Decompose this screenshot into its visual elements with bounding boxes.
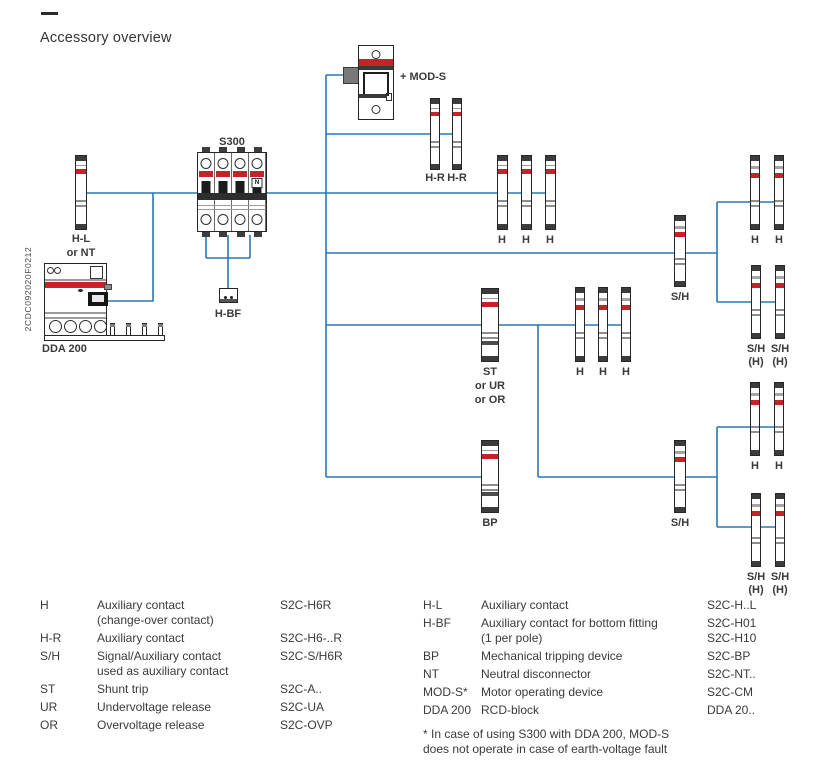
dda-prong (142, 323, 147, 336)
module-h (750, 382, 760, 456)
label-h: H (522, 234, 530, 246)
label-h: H (775, 460, 783, 472)
legend-row: NT Neutral disconnector S2C-NT.. (423, 667, 756, 681)
label-hl: H-L (71, 233, 91, 245)
module-hl (75, 155, 87, 230)
s300-terminal (254, 232, 262, 237)
label-h: H (599, 366, 607, 378)
s300-breaker (197, 152, 267, 232)
document-code-vertical: 2CDC092020F0212 (23, 246, 33, 332)
label-st-ur: or UR (475, 380, 505, 392)
footnote: * In case of using S300 with DDA 200, MOD-S does not operate in case of earth-voltage fault (423, 727, 670, 756)
module-mods (358, 45, 394, 120)
label-st-or: or OR (474, 394, 506, 406)
module-hr (430, 98, 440, 170)
module-h (621, 287, 631, 362)
module-sh (674, 440, 686, 513)
module-h (774, 155, 784, 230)
module-shh (775, 265, 785, 339)
label-hbf: H-BF (214, 308, 242, 320)
module-shh (751, 265, 761, 339)
label-sh: S/H (670, 517, 690, 529)
legend-row: DDA 200 RCD-block DDA 20.. (423, 703, 756, 717)
dda-prong (158, 323, 163, 336)
label-sh: S/H (770, 343, 790, 355)
legend-row: H-R Auxiliary contact S2C-H6-..R (40, 631, 343, 645)
label-shh: (H) (772, 356, 788, 368)
module-h (497, 155, 508, 230)
module-h (521, 155, 532, 230)
label-hr: H-R (447, 172, 467, 184)
module-h (545, 155, 556, 230)
s300-terminal (219, 232, 227, 237)
s300-terminal (237, 232, 245, 237)
page-title: Accessory overview (40, 30, 172, 46)
label-sh: S/H (746, 571, 766, 583)
label-mods: + MOD-S (400, 71, 447, 83)
label-h: H (622, 366, 630, 378)
module-bp (481, 440, 499, 513)
label-sh: S/H (770, 571, 790, 583)
legend-left (40, 598, 385, 736)
module-hbf (219, 288, 238, 303)
label-h: H (751, 460, 759, 472)
s300-terminal (202, 232, 210, 237)
legend-row: UR Undervoltage release S2C-UA (40, 700, 325, 714)
module-shh (775, 493, 785, 567)
label-h: H (498, 234, 506, 246)
label-shh: (H) (748, 584, 764, 596)
module-hr (452, 98, 462, 170)
label-h: H (775, 234, 783, 246)
dda-prong (110, 323, 115, 336)
legend-row: OR Overvoltage release S2C-OVP (40, 718, 333, 732)
legend-right (423, 598, 811, 757)
legend-row: H Auxiliary contact (change-over contact) S2C-H6R (40, 598, 332, 627)
module-dda200 (44, 263, 107, 338)
legend-row: ST Shunt trip S2C-A.. (40, 682, 323, 696)
wire-to-hbf (206, 235, 250, 288)
legend-row: BP Mechanical tripping device S2C-BP (423, 649, 751, 663)
label-dda200: DDA 200 (42, 343, 87, 355)
module-st (481, 288, 499, 362)
wire-to-dda (105, 193, 153, 301)
module-h (575, 287, 585, 362)
legend-row: S/H Signal/Auxiliary contact used as auxiliary contact S2C-S/H6R (40, 649, 343, 678)
label-h: H (576, 366, 584, 378)
dda-prong (126, 323, 131, 336)
s300-pole-n (249, 153, 266, 231)
label-bp: BP (482, 517, 498, 529)
module-h (750, 155, 760, 230)
label-h: H (546, 234, 554, 246)
legend-row: MOD-S* Motor operating device S2C-CM (423, 685, 754, 699)
neutral-pole-marker: N (252, 178, 263, 188)
s300-pole-3 (232, 153, 249, 231)
label-s300: S300 (219, 136, 245, 148)
label-sh: S/H (746, 343, 766, 355)
module-h (598, 287, 608, 362)
label-shh: (H) (748, 356, 764, 368)
module-shh (751, 493, 761, 567)
s300-pole-2 (215, 153, 232, 231)
legend-row: H-L Auxiliary contact S2C-H..L (423, 598, 757, 612)
module-h (774, 382, 784, 456)
label-st: ST (482, 366, 498, 378)
label-h: H (751, 234, 759, 246)
label-sh: S/H (670, 291, 690, 303)
module-sh (674, 215, 686, 287)
label-shh: (H) (772, 584, 788, 596)
s300-pole-1 (198, 153, 215, 231)
label-hr: H-R (425, 172, 445, 184)
label-hl-ornt: or NT (66, 247, 96, 259)
legend-row: H-BF Auxiliary contact for bottom fitting (1 per pole) S2C-H01 S2C-H10 (423, 616, 757, 645)
